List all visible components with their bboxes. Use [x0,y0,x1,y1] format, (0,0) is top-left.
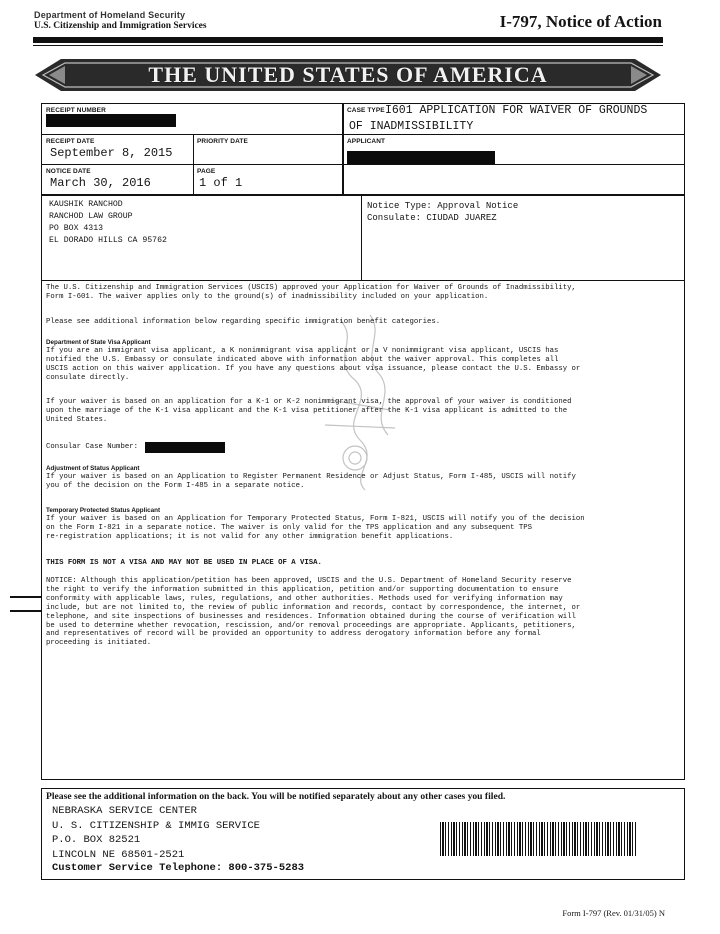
tps-paragraph [46,515,682,542]
consular-case-label: Consular Case Number: [46,443,138,451]
text-line: The U.S. Citizenship and Immigration Services (USCIS) approved your Application for Waiver of Grounds of Inadmissibility, [46,284,576,292]
case-type-label: CASE TYPE [347,107,385,114]
receipt-date-value: September 8, 2015 [50,146,173,160]
page-value: 1 of 1 [199,176,243,190]
text-line: United States. [46,415,108,424]
notice-date-label: NOTICE DATE [46,168,91,175]
notice-type: Notice Type: Approval Notice [367,201,519,211]
text-line: include, but are not limited to, the review of public information and records, contact by correspondence, the internet, or [46,603,581,612]
notice-date-value: March 30, 2016 [50,176,151,190]
consulate: Consulate: CIUDAD JUAREZ [367,213,497,223]
dept-state-heading: Department of State Visa Applicant [46,339,151,346]
text-line: notified the U.S. Embassy or consulate indicated above with information about the waiver approval. This completes all [46,355,559,364]
dept-state-paragraph [46,347,682,383]
verification-notice [46,577,682,648]
not-a-visa-notice: THIS FORM IS NOT A VISA AND MAY NOT BE USED IN PLACE OF A VISA. [46,559,322,567]
grid-line [361,194,362,280]
banner-text: THE UNITED STATES OF AMERICA [148,62,548,87]
form-revision: Form I-797 (Rev. 01/31/05) N [562,908,665,918]
priority-date-label: PRIORITY DATE [197,138,248,145]
page-label: PAGE [197,168,216,175]
margin-mark [10,610,42,612]
text-line: re-registration applications; it is not valid for any other immigration benefit applications. [46,532,454,541]
consular-case-redaction [145,442,225,453]
grid-line [41,134,342,135]
form-title: I-797, Notice of Action [499,12,662,31]
receipt-number-label: RECEIPT NUMBER [46,107,106,114]
text-line: you of the decision on the Form I-485 in a separate notice. [46,481,305,490]
text-line: Form I-601. The waiver applies only to the ground(s) of inadmissibility included on your application. [46,292,489,301]
margin-mark [10,596,42,598]
text-line: proceeding is initiated. [46,639,152,648]
department-line: Department of Homeland Security [34,10,186,20]
text-line: If your waiver is based on an application for a K-1 or K-2 nonimmigrant visa, the approval of your waiver is conditioned [46,398,572,406]
case-type-value-line2: OF INADMISSIBILITY [349,120,474,133]
text-line: If your waiver is based on an Application for Temporary Protected Status, Form I-821, USCIS will notify you of the decision [46,515,585,523]
receipt-date-label: RECEIPT DATE [46,138,95,145]
k1-paragraph [46,398,682,425]
grid-line [193,134,194,194]
service-center-address [52,804,260,862]
receipt-number-redaction [46,114,176,127]
address-line: RANCHOD LAW GROUP [49,212,133,221]
address-line: KAUSHIK RANCHOD [49,200,123,209]
see-back-notice: Please see the additional information on the back. You will be notified separately about any other cases you filed. [46,791,506,802]
mailing-address [49,199,167,247]
agency-line: U.S. Citizenship and Immigration Services [34,21,207,31]
adjustment-paragraph [46,473,682,491]
top-rule-thin [33,45,663,46]
text-line: on the Form I-821 in a separate notice. The waiver is only valid for the TPS application and any subsequent TPS [46,523,533,532]
case-type-value-line1: I601 APPLICATION FOR WAIVER OF GROUNDS [385,104,648,117]
banner [35,56,661,94]
text-line: be used to determine whether revocation, rescission, and/or removal proceedings are appropriate. Applicants, petitioners, [46,621,576,630]
address-line: EL DORADO HILLS CA 95762 [49,236,167,245]
grid-line [342,103,344,194]
top-rule [33,37,663,43]
text-line: upon the marriage of the K-1 visa applicant and the K-1 visa petitioner after the K-1 visa applicant is admitted to the [46,406,568,415]
adjustment-heading: Adjustment of Status Applicant [46,465,140,472]
service-line: U. S. CITIZENSHIP & IMMIG SERVICE [52,819,260,832]
text-line: If you are an immigrant visa applicant, a K nonimmigrant visa applicant or a V nonimmigrant visa applicant, USCIS has [46,347,559,355]
text-line: the right to verify the information submitted in this application, petition and/or supporting documentation to ensure [46,585,559,594]
intro-paragraph [46,284,682,302]
text-line: and representatives of record will be provided an opportunity to address derogatory information before any formal [46,630,541,639]
grid-line [41,280,685,281]
customer-service-phone: Customer Service Telephone: 800-375-5283 [52,862,305,874]
grid-line [41,164,685,165]
grid-line [342,134,685,135]
text-line: conformity with applicable laws, rules, regulations, and other authorities. Methods used for verifying information may [46,594,563,603]
text-line: telephone, and site inspections of businesses and residences. Information obtained during the course of verification will [46,612,576,621]
service-line: P.O. BOX 82521 [52,834,141,846]
applicant-label: APPLICANT [347,138,386,145]
see-info-line: Please see additional information below regarding specific immigration benefit categories. [46,318,441,326]
applicant-redaction [347,151,495,164]
text-line: consulate directly. [46,373,130,382]
service-line: LINCOLN NE 68501-2521 [52,848,185,861]
barcode-icon [440,822,638,856]
text-line: NOTICE: Although this application/petition has been approved, USCIS and the U.S. Department of Homeland Security reserve [46,577,572,585]
text-line: If your waiver is based on an Application to Register Permanent Residence or Adjust Status, Form I-485, USCIS will notify [46,473,576,481]
notice-type-block [367,200,518,224]
address-line: PO BOX 4313 [49,224,104,233]
tps-heading: Temporary Protected Status Applicant [46,507,161,514]
text-line: USCIS action on this waiver application. If you have any questions about visa issuance, please contact the U.S. Embassy or [46,364,581,373]
service-line: NEBRASKA SERVICE CENTER [52,805,197,817]
grid-line [41,194,685,196]
